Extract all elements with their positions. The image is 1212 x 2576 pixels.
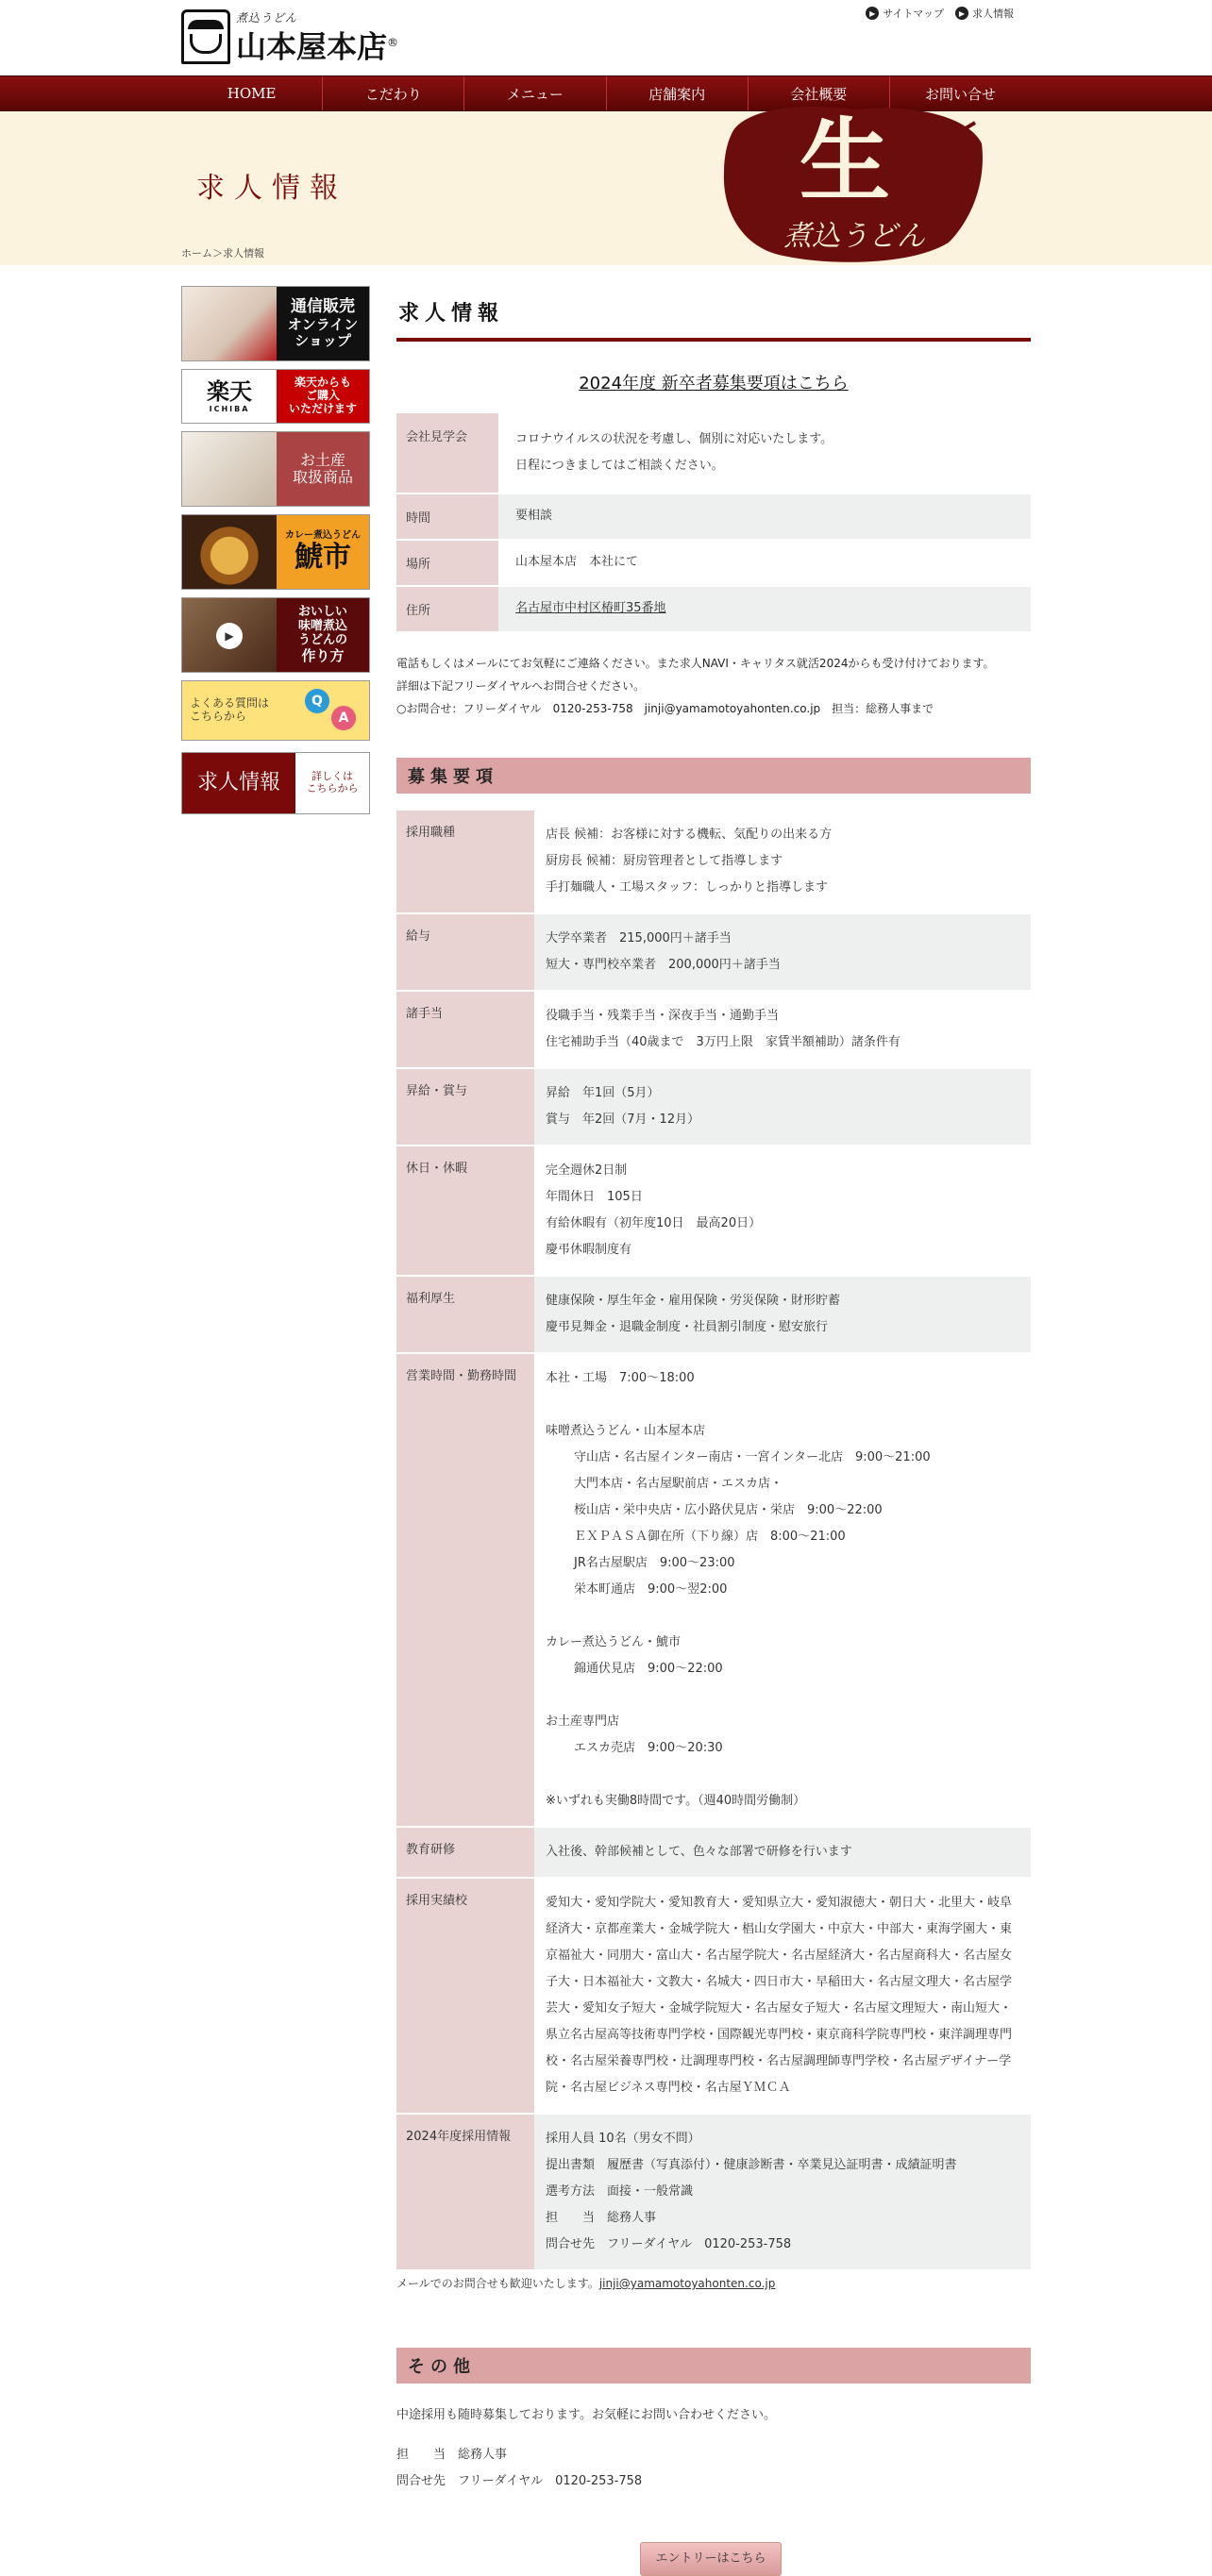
- mail-note: メールでのお問合せも歓迎いたします。jinji@yamamotoyahonten.co.jp: [396, 2277, 776, 2290]
- question-bubble-icon: Q: [305, 689, 329, 713]
- table-row: 採用実績校 愛知大・愛知学院大・愛知教育大・愛知県立大・愛知淑徳大・朝日大・北里大・岐阜経済大・京都産業大・金城学院大・椙山女学園大・中京大・中部大・東海学園大・東京福祉大・同朋大・富山大・名古屋学院大・名古屋経済大・名古屋商科大・名古屋女子大・日本福祉大・文教大・名城大・四日市大・早稲田大・名古屋文理大・名古屋学芸大・愛知女子短大・金城学院短大・名古屋女子短大・名古屋文理短大・南山短大・県立名古屋高等技術専門学校・国際観光専門校・東京商科学院専門校・東洋調理専門校・名古屋栄養専門校・辻調理専門校・名古屋調理師専門学校・名古屋デザイナー学院・名古屋ビジネス専門校・名古屋ＹＭＣＡ: [396, 1878, 1031, 2114]
- curry-udon-photo: [182, 515, 277, 589]
- page-title: 求人情報: [396, 290, 1031, 342]
- nav-company[interactable]: 会社概要: [749, 76, 890, 110]
- table-row: 教育研修 入社後、幹部候補として、色々な部署で研修を行います: [396, 1827, 1031, 1878]
- table-row: 休日・休暇 完全週休2日制 年間休日 105日 有給休暇有（初年度10日 最高20日） 慶弔休暇制度有: [396, 1146, 1031, 1276]
- new-graduate-recruit-link[interactable]: 2024年度 新卒者募集要項はこちら: [579, 374, 849, 393]
- main-content: [396, 286, 1031, 2576]
- table-row: 福利厚生 健康保険・厚生年金・雇用保険・労災保険・財形貯蓄 慶弔見舞金・退職金制度・社員割引制度・慰安旅行: [396, 1276, 1031, 1353]
- entry-button[interactable]: エントリーはこちら: [640, 2542, 782, 2576]
- svg-text:生: 生: [800, 108, 890, 214]
- play-icon: ▶: [216, 623, 243, 649]
- arrow-right-icon: ▶: [866, 7, 879, 20]
- logo-title: 山本屋本店®: [236, 28, 399, 65]
- site-logo[interactable]: [181, 8, 434, 66]
- sidebar: [181, 286, 370, 2576]
- answer-bubble-icon: A: [331, 706, 356, 730]
- other-section-heading: その他: [396, 2348, 1031, 2384]
- table-row: 給与 大学卒業者 215,000円＋諸手当 短大・専門校卒業者 200,000円＋諸手当: [396, 913, 1031, 991]
- table-row: 会社見学会 コロナウイルスの状況を考慮し、個別に対応いたします。 日程につきましてはご相談ください。: [396, 413, 1031, 493]
- table-row: 採用職種 店長 候補：お客様に対する機転、気配りの出来る方 厨房長 候補：厨房管理者として指導します 手打麺職人・工場スタッフ：しっかりと指導します: [396, 811, 1031, 913]
- table-row: 諸手当 役職手当・残業手当・深夜手当・通勤手当 住宅補助手当（40歳まで 3万円上限 家賃半額補助）諸条件有: [396, 991, 1031, 1068]
- company-tour-table: [396, 411, 1031, 633]
- table-row: 場所 山本屋本店 本社にて: [396, 541, 1031, 585]
- rakuten-logo: 楽天 ICHIBA: [207, 377, 252, 414]
- pot-logo-icon: [181, 9, 230, 64]
- other-info: 中途採用も随時募集しております。お気軽にお問い合わせください。 担 当 総務人事 問合せ先 フリーダイヤル 0120-253-758: [396, 2408, 776, 2488]
- table-row: 昇給・賞与 昇給 年1回（5月） 賞与 年2回（7月・12月）: [396, 1068, 1031, 1146]
- table-row: 営業時間・勤務時間 本社・工場 7:00～18:00 味噌煮込うどん・山本屋本店 守山店・名古屋インター南店・一宮インター北店 9:00～21:00 大門本店・名古屋駅前店・エスカ店・ 桜山店・栄中央店・広小路伏見店・栄店 9:00～22:00 ＥＸＰＡＳＡ御在所（下り線）店 8:00～21:00 JR名古屋駅店 9:00～23:00 栄本町通店 9:00～翌2:00 カレー煮込うどん・鯱市 錦通伏見店 9:00～22:00 お土産専門店 エスカ売店 9:00～20:30 ※いずれも実働8時間です。（週40時間労働制）: [396, 1353, 1031, 1827]
- recruit-top-link[interactable]: ▶ 求人情報: [955, 6, 1014, 21]
- address-map-link[interactable]: 名古屋市中村区椿町35番地: [515, 601, 666, 615]
- nav-contact[interactable]: お問い合せ: [924, 85, 996, 103]
- souvenir-photo: [182, 432, 277, 506]
- sitemap-link[interactable]: ▶ サイトマップ: [866, 6, 944, 21]
- svg-text:煮込うどん: 煮込うどん: [783, 220, 925, 253]
- email-link[interactable]: jinji@yamamotoyahonten.co.jp: [598, 2277, 776, 2290]
- recruitment-table: [396, 811, 1031, 2271]
- global-nav: [0, 75, 1212, 111]
- nav-kodawari[interactable]: こだわり: [323, 76, 464, 110]
- sidebar-souvenir[interactable]: お土産 取扱商品: [181, 431, 370, 507]
- table-row: 住所 名古屋市中村区椿町35番地: [396, 587, 1031, 631]
- sidebar-faq[interactable]: よくある質問は こちらから Q A: [181, 680, 370, 741]
- breadcrumb: ホーム＞求人情報: [181, 247, 264, 259]
- logo-subtitle: 煮込うどん: [236, 11, 298, 25]
- nama-udon-brush-art: [713, 106, 986, 262]
- sidebar-online-shop[interactable]: 通信販売 オンライン ショップ: [181, 286, 370, 361]
- nav-stores[interactable]: 店舗案内: [607, 76, 749, 110]
- nav-home[interactable]: HOME: [181, 76, 323, 110]
- top-links: [866, 6, 1014, 21]
- sidebar-recruit[interactable]: 求人情報 詳しくは こちらから: [181, 752, 370, 814]
- hero-title: 求人情報: [196, 172, 347, 205]
- contact-notice: 電話もしくはメールにてお気軽にご連絡ください。また求人NAVI・キャリタス就活2024からも受け付けております。 詳細は下記フリーダイヤルへお問合せください。 ○お問合せ：フリーダイヤル 0120-253-758 jinji@yamamotoyahonten.co.jp 担当：総務人事まで: [396, 657, 995, 715]
- arrow-right-icon: ▶: [955, 7, 968, 20]
- sidebar-rakuten[interactable]: 楽天 ICHIBA 楽天からも ご購入 いただけます: [181, 369, 370, 424]
- table-row: 時間 要相談: [396, 494, 1031, 539]
- site-header: [0, 0, 1212, 75]
- video-thumbnail: [182, 598, 277, 672]
- sidebar-how-to-make[interactable]: ▶ おいしい 味噌煮込 うどんの 作り方: [181, 597, 370, 673]
- sidebar-curry-udon[interactable]: カレー煮込うどん 鯱市: [181, 514, 370, 590]
- nav-menu[interactable]: メニュー: [464, 76, 606, 110]
- table-row: 2024年度採用情報 採用人員 10名（男女不問） 提出書類 履歴書（写真添付）・健康診断書・卒業見込証明書・成績証明書 選考方法 面接・一般常識 担 当 総務人事 問合せ先 フリーダイヤル 0120-253-758: [396, 2114, 1031, 2270]
- hero-banner: [0, 108, 1212, 265]
- recruitment-section-heading: 募集要項: [396, 758, 1031, 794]
- product-photo: [182, 287, 277, 360]
